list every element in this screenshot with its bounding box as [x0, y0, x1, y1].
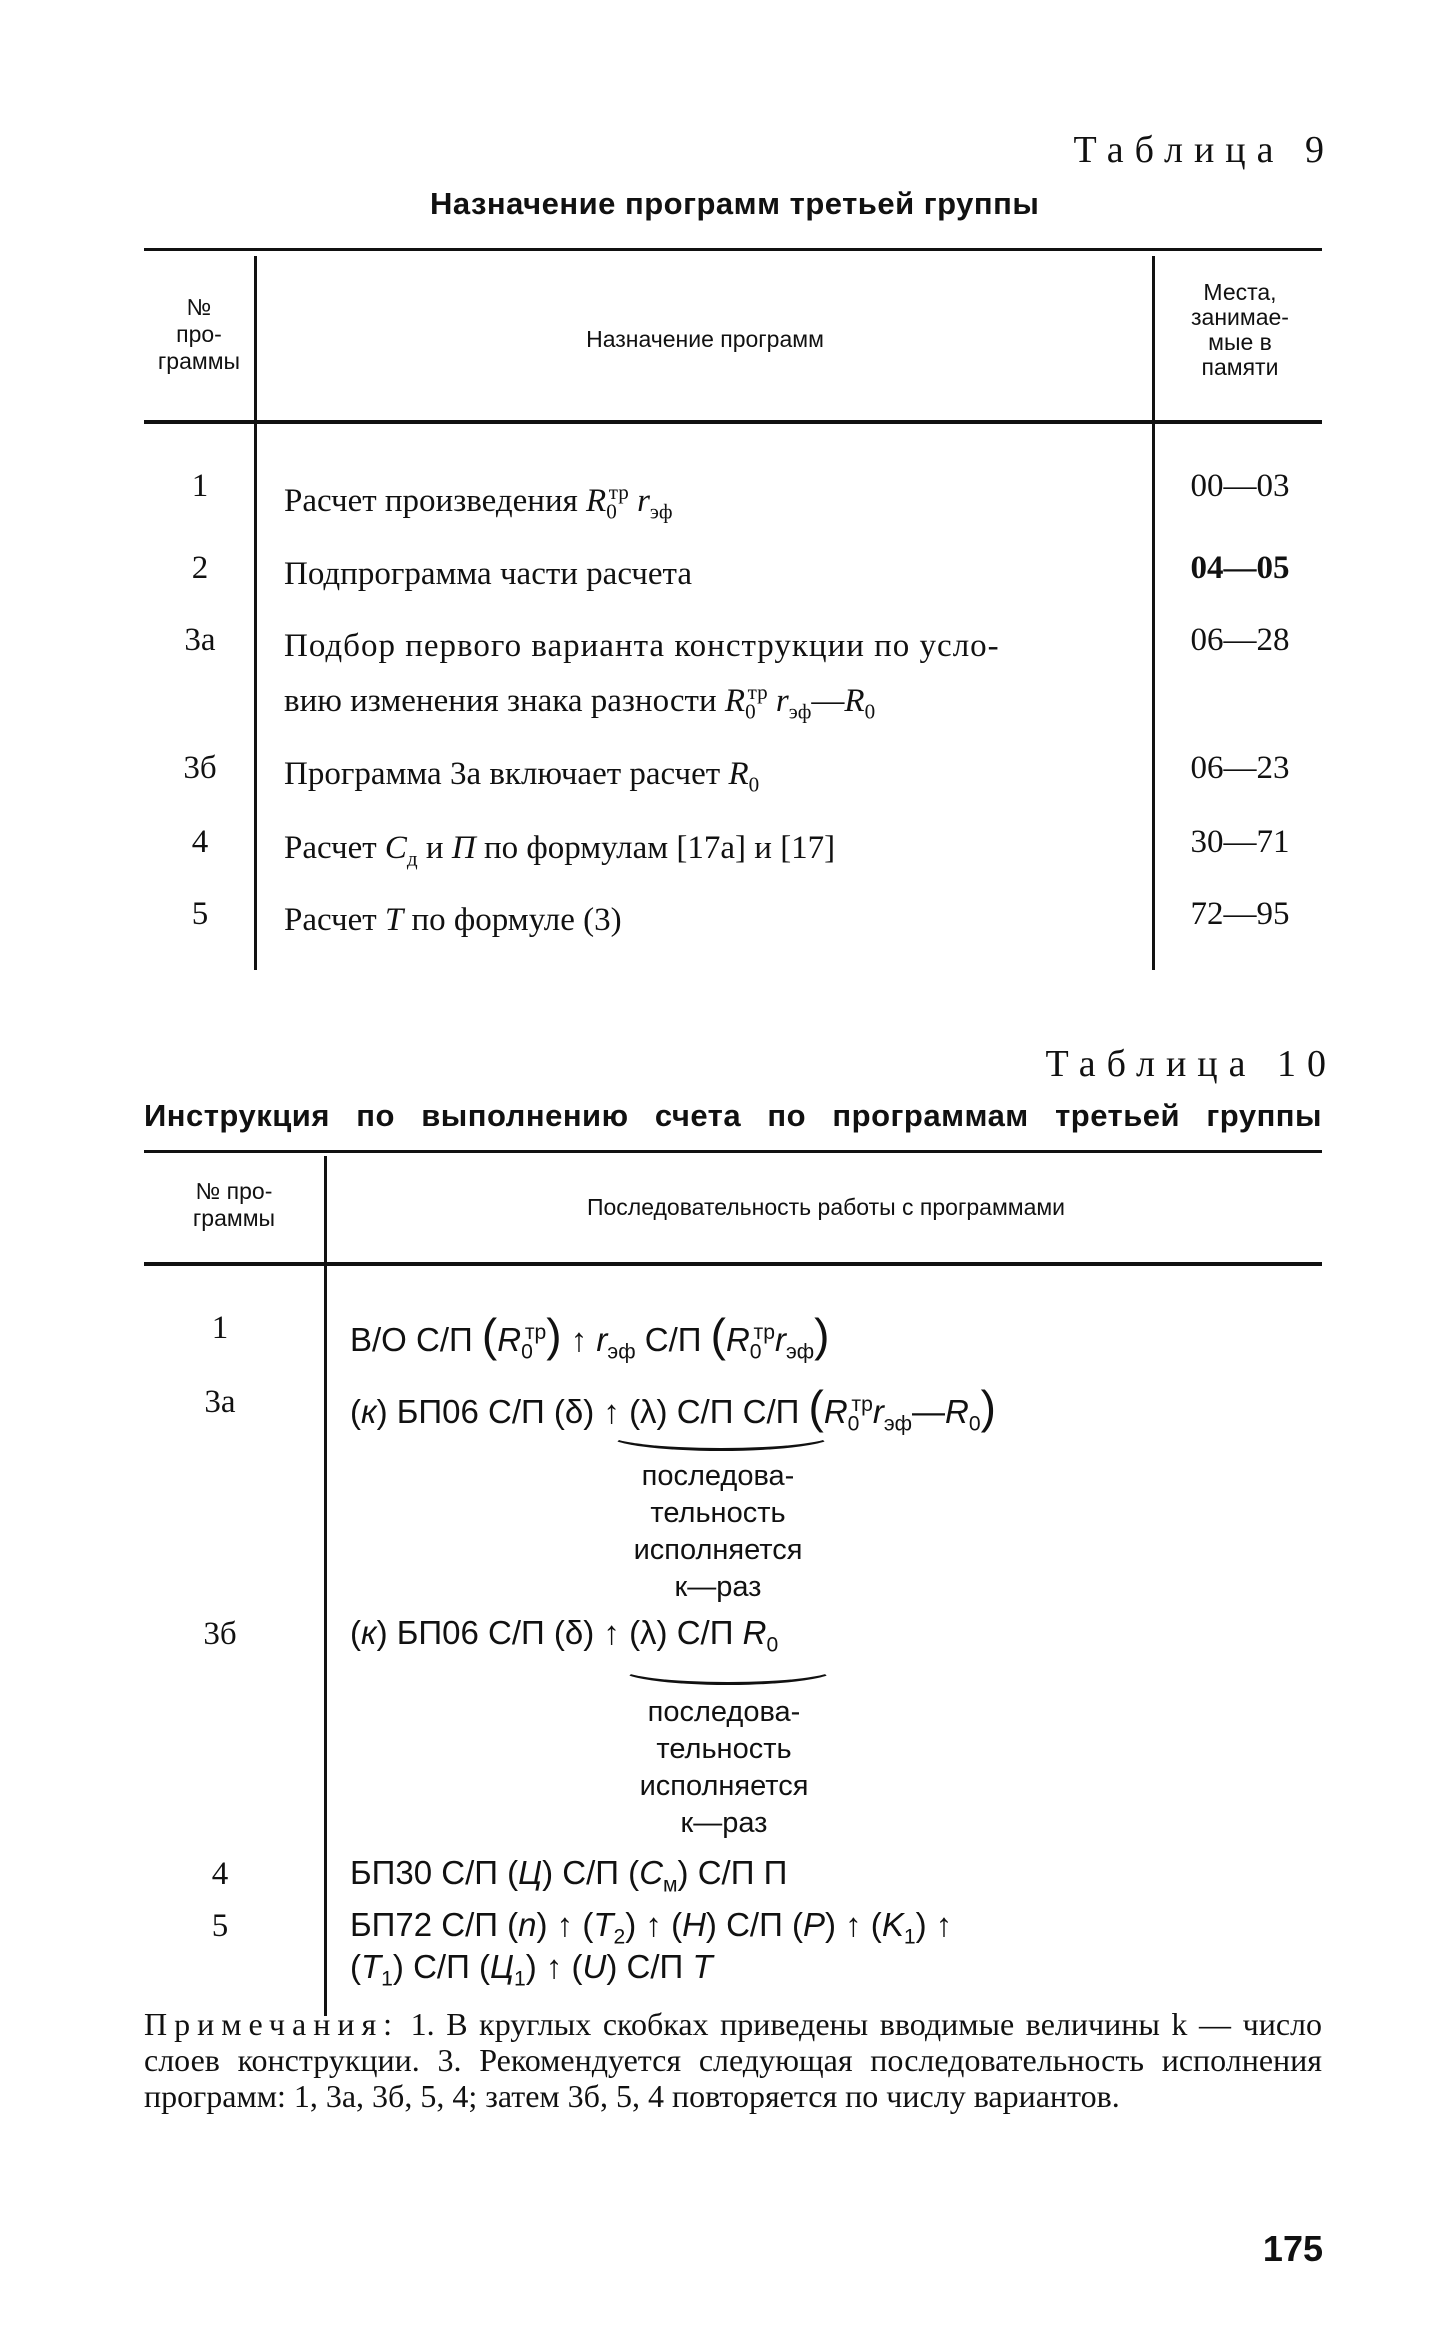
table10-col-divider	[324, 1156, 327, 2016]
table10-row4-num: 4	[211, 1856, 229, 1892]
table10-title: Инструкция по выполнению счета по программам третьей группы	[144, 1098, 1322, 1133]
page-number: 175	[1262, 2228, 1323, 2269]
table10-row3a-num: 3а	[204, 1384, 236, 1420]
table10-top-rule	[144, 1150, 1322, 1153]
table9-header-memory: Места, занимае- мые в памяти	[1191, 279, 1289, 380]
table9-row2-text: Подпрограмма части расчета	[284, 556, 693, 592]
table10-row3b-note: последова- тельность исполняется к—раз	[639, 1696, 809, 1839]
table10-row3a-brace	[608, 1432, 834, 1451]
table10-caption: Таблица 10	[1045, 1043, 1337, 1085]
table9-row5-num: 5	[191, 896, 209, 932]
table9-row1-num: 1	[191, 468, 209, 504]
table9-row3b-text: Программа 3а включает расчет $R_0$	[284, 756, 760, 797]
table10-row1-num: 1	[211, 1310, 229, 1346]
table9-row2-mem: 04—05	[1190, 550, 1290, 586]
table10-header-rule	[144, 1262, 1322, 1266]
table10-row3b-text: (к) БП06 С/П (δ) ↑ (λ) С/П $R_0$	[350, 1614, 779, 1657]
notes-text: 1. В круглых скобках приведены вводимые величины k — число слоев конструкции. 3. Рекомендуется следующая последовательность исполнения программ: 1, 3а, 3б, 5, 4; затем 3б, 5, 4 повторяется по числу вариантов.	[144, 2006, 1323, 2114]
table9-caption: Таблица 9	[1073, 129, 1335, 171]
table10-row3a-text: (к) БП06 С/П (δ) ↑ (λ) С/П С/П $(R_0^{тр}r_{эф}—R_0)$	[350, 1381, 996, 1436]
table9-row3a-text-line2: вию изменения знака разности $R_0^{тр}$ $r_{эф}—R_0$	[284, 680, 876, 724]
table9-top-rule	[144, 248, 1322, 251]
table9-row3b-num: 3б	[183, 750, 217, 786]
table9-row5-mem: 72—95	[1190, 896, 1290, 932]
notes-label: Примечания:	[144, 2006, 400, 2042]
table10-row5-num: 5	[211, 1908, 229, 1944]
table10-row3a-note: последова- тельность исполняется к—раз	[633, 1460, 803, 1603]
table9-col-divider-2	[1152, 256, 1155, 970]
table9-row2-num: 2	[191, 550, 209, 586]
table10-row5-text-line1: БП72 С/П (n) ↑ $(T_2)$ ↑ (H) С/П (P) ↑ $(K_1)$ ↑	[350, 1906, 953, 1949]
table9-row1-mem: 00—03	[1190, 468, 1290, 504]
table10-header-sequence: Последовательность работы с программами	[586, 1194, 1066, 1220]
table9-row5-text: Расчет T по формуле (3)	[284, 902, 622, 938]
table10-row5-text-line2: $(T_1)$ С/П $(Ц_1)$ ↑ (U) С/П T	[350, 1948, 713, 1991]
table9-header-rule	[144, 420, 1322, 424]
notes-paragraph	[144, 2006, 1322, 2114]
table9-col-divider-1	[254, 256, 257, 970]
table10-row1-text: В/О С/П $(R_0^{тр})$ ↑ $r_{эф}$ С/П $(R_0^{тр}r_{эф})$	[350, 1309, 830, 1364]
table9-header-purpose: Назначение программ	[586, 326, 824, 352]
table9-row3a-text: Подбор первого варианта конструкции по усло-	[284, 628, 1000, 664]
table10-header-num: № про- граммы	[192, 1178, 276, 1231]
table9-row4-num: 4	[191, 824, 209, 860]
table9-row4-text: Расчет $C_д$ и П по формулам [17а] и [17]	[284, 830, 836, 871]
table10-row3b-num: 3б	[203, 1616, 237, 1652]
table9-row1-text: Расчет произведения $R_0^{тр}$ $r_{эф}$	[284, 480, 673, 524]
table9-row3b-mem: 06—23	[1190, 750, 1290, 786]
table9-title: Назначение программ третьей группы	[430, 186, 1040, 221]
table10-row3b-brace	[620, 1666, 836, 1685]
table9-row4-mem: 30—71	[1190, 824, 1290, 860]
table9-row3a-num: 3а	[184, 622, 216, 658]
table9-header-num: № про- граммы	[157, 294, 241, 374]
table9-row3a-mem: 06—28	[1190, 622, 1290, 658]
table10-row4-text: БП30 С/П (Ц) С/П $(C_м)$ С/П П	[350, 1854, 788, 1897]
